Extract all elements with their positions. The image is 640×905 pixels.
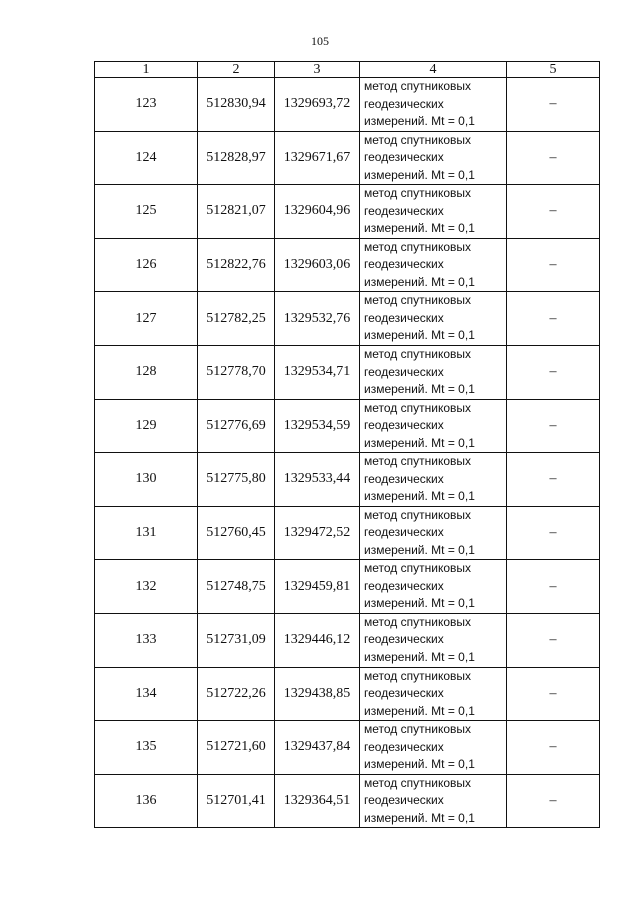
y-coordinate-cell: 1329693,72 (275, 78, 360, 132)
col5-cell: – (507, 131, 600, 185)
method-cell (360, 399, 507, 453)
y-coordinate-cell: 1329446,12 (275, 613, 360, 667)
y-coordinate-cell: 1329671,67 (275, 131, 360, 185)
table-row (95, 185, 600, 239)
table-row (95, 560, 600, 614)
method-line: геодезических (364, 471, 444, 486)
method-line: измерений. Mt = 0,1 (364, 810, 475, 825)
point-number-cell: 128 (95, 345, 198, 399)
y-coordinate-cell: 1329534,71 (275, 345, 360, 399)
col5-cell: – (507, 292, 600, 346)
y-coordinate-cell: 1329472,52 (275, 506, 360, 560)
x-coordinate-cell: 512701,41 (198, 774, 275, 828)
point-number-cell: 124 (95, 131, 198, 185)
table-row (95, 667, 600, 721)
point-number-cell: 123 (95, 78, 198, 132)
point-number-cell: 126 (95, 238, 198, 292)
x-coordinate-cell: 512722,26 (198, 667, 275, 721)
method-cell (360, 560, 507, 614)
method-line: измерений. Mt = 0,1 (364, 542, 475, 557)
method-line: измерений. Mt = 0,1 (364, 382, 475, 397)
col5-cell: – (507, 721, 600, 775)
table-row (95, 506, 600, 560)
point-number-cell: 131 (95, 506, 198, 560)
method-cell (360, 613, 507, 667)
col5-cell: – (507, 560, 600, 614)
method-cell (360, 667, 507, 721)
method-line: измерений. Mt = 0,1 (364, 703, 475, 718)
point-number-cell: 129 (95, 399, 198, 453)
method-line: измерений. Mt = 0,1 (364, 435, 475, 450)
col5-cell: – (507, 613, 600, 667)
x-coordinate-cell: 512821,07 (198, 185, 275, 239)
x-coordinate-cell: 512828,97 (198, 131, 275, 185)
x-coordinate-cell: 512721,60 (198, 721, 275, 775)
method-line: метод спутниковых (364, 614, 472, 629)
x-coordinate-cell: 512830,94 (198, 78, 275, 132)
header-col-3: 3 (275, 62, 360, 78)
table-header-row (95, 62, 600, 78)
method-cell (360, 506, 507, 560)
method-line: геодезических (364, 578, 444, 593)
method-line: измерений. Mt = 0,1 (364, 167, 475, 182)
y-coordinate-cell: 1329437,84 (275, 721, 360, 775)
table-row (95, 721, 600, 775)
page-number: 105 (311, 34, 329, 48)
col5-cell: – (507, 185, 600, 239)
header-col-5: 5 (507, 62, 600, 78)
point-number-cell: 135 (95, 721, 198, 775)
method-line: метод спутниковых (364, 775, 472, 790)
point-number-cell: 130 (95, 453, 198, 507)
method-line: метод спутниковых (364, 186, 472, 201)
method-line: метод спутниковых (364, 79, 472, 94)
point-number-cell: 134 (95, 667, 198, 721)
coordinates-table (94, 61, 600, 828)
method-line: геодезических (364, 793, 444, 808)
y-coordinate-cell: 1329604,96 (275, 185, 360, 239)
table-row (95, 131, 600, 185)
table-row (95, 774, 600, 828)
col5-cell: – (507, 238, 600, 292)
method-line: геодезических (364, 96, 444, 111)
table-body (95, 78, 600, 828)
header-col-2: 2 (198, 62, 275, 78)
method-line: геодезических (364, 686, 444, 701)
method-cell (360, 292, 507, 346)
method-line: геодезических (364, 632, 444, 647)
method-line: метод спутниковых (364, 668, 472, 683)
x-coordinate-cell: 512760,45 (198, 506, 275, 560)
method-cell (360, 345, 507, 399)
method-line: метод спутниковых (364, 507, 472, 522)
col5-cell: – (507, 667, 600, 721)
method-line: измерений. Mt = 0,1 (364, 649, 475, 664)
method-line: метод спутниковых (364, 400, 472, 415)
y-coordinate-cell: 1329459,81 (275, 560, 360, 614)
col5-cell: – (507, 399, 600, 453)
method-cell (360, 238, 507, 292)
method-line: метод спутниковых (364, 347, 472, 362)
table-row (95, 78, 600, 132)
method-line: измерений. Mt = 0,1 (364, 757, 475, 772)
method-cell (360, 453, 507, 507)
x-coordinate-cell: 512778,70 (198, 345, 275, 399)
point-number-cell: 125 (95, 185, 198, 239)
method-cell (360, 78, 507, 132)
y-coordinate-cell: 1329532,76 (275, 292, 360, 346)
y-coordinate-cell: 1329438,85 (275, 667, 360, 721)
table-row (95, 613, 600, 667)
method-line: геодезических (364, 203, 444, 218)
method-line: измерений. Mt = 0,1 (364, 489, 475, 504)
method-line: измерений. Mt = 0,1 (364, 114, 475, 129)
col5-cell: – (507, 78, 600, 132)
x-coordinate-cell: 512748,75 (198, 560, 275, 614)
method-line: геодезических (364, 418, 444, 433)
method-line: геодезических (364, 525, 444, 540)
table-row (95, 292, 600, 346)
point-number-cell: 132 (95, 560, 198, 614)
header-col-4: 4 (360, 62, 507, 78)
x-coordinate-cell: 512775,80 (198, 453, 275, 507)
method-line: геодезических (364, 364, 444, 379)
point-number-cell: 136 (95, 774, 198, 828)
method-cell (360, 185, 507, 239)
method-cell (360, 131, 507, 185)
x-coordinate-cell: 512782,25 (198, 292, 275, 346)
method-cell (360, 774, 507, 828)
method-line: измерений. Mt = 0,1 (364, 221, 475, 236)
method-line: геодезических (364, 150, 444, 165)
x-coordinate-cell: 512822,76 (198, 238, 275, 292)
table-row (95, 238, 600, 292)
y-coordinate-cell: 1329364,51 (275, 774, 360, 828)
table-row (95, 453, 600, 507)
y-coordinate-cell: 1329533,44 (275, 453, 360, 507)
point-number-cell: 127 (95, 292, 198, 346)
header-col-1: 1 (95, 62, 198, 78)
method-line: метод спутниковых (364, 722, 472, 737)
col5-cell: – (507, 774, 600, 828)
y-coordinate-cell: 1329603,06 (275, 238, 360, 292)
method-line: метод спутниковых (364, 293, 472, 308)
col5-cell: – (507, 506, 600, 560)
method-line: метод спутниковых (364, 454, 472, 469)
method-line: измерений. Mt = 0,1 (364, 274, 475, 289)
col5-cell: – (507, 453, 600, 507)
col5-cell: – (507, 345, 600, 399)
table-row (95, 399, 600, 453)
method-line: метод спутниковых (364, 239, 472, 254)
x-coordinate-cell: 512776,69 (198, 399, 275, 453)
x-coordinate-cell: 512731,09 (198, 613, 275, 667)
method-line: геодезических (364, 310, 444, 325)
method-line: измерений. Mt = 0,1 (364, 328, 475, 343)
method-line: измерений. Mt = 0,1 (364, 596, 475, 611)
method-line: метод спутниковых (364, 132, 472, 147)
table-row (95, 345, 600, 399)
method-line: метод спутниковых (364, 561, 472, 576)
point-number-cell: 133 (95, 613, 198, 667)
y-coordinate-cell: 1329534,59 (275, 399, 360, 453)
method-cell (360, 721, 507, 775)
method-line: геодезических (364, 739, 444, 754)
method-line: геодезических (364, 257, 444, 272)
